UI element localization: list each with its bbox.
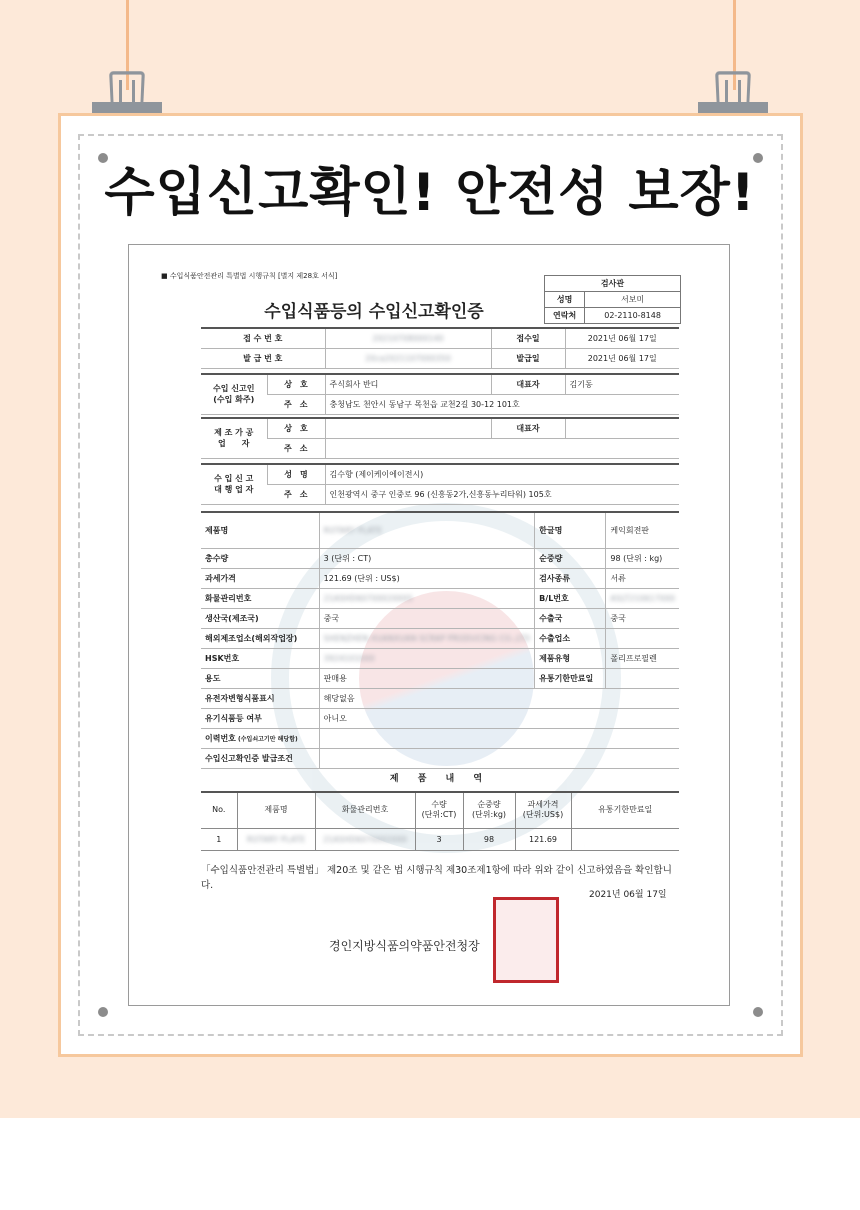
certificate-date: 2021년 06월 17일 <box>589 890 667 900</box>
receipt-date: 2021년 06월 17일 <box>565 328 679 348</box>
product-field-label: 수출국 <box>535 608 606 628</box>
items-column-header: 과세가격 (단위:US$) <box>515 792 571 828</box>
product-field-value: 중국 <box>606 608 679 628</box>
agent-label: 수 입 신 고 대 행 업 자 <box>201 464 267 504</box>
product-field-label: 유기식품등 여부 <box>201 708 319 728</box>
receipt-date-label: 접수일 <box>491 328 565 348</box>
importer-addr-label: 주 소 <box>267 394 325 414</box>
product-field-value: 중국 <box>319 608 535 628</box>
product-field-value: 3 (단위 : CT) <box>319 548 535 568</box>
product-field-label: 총수량 <box>201 548 319 568</box>
product-field-label: 검사종류 <box>535 568 606 588</box>
items-product-name: ROTARY PLATE <box>237 828 315 850</box>
receipt-no: 20210708000140 <box>325 328 491 348</box>
agent-addr: 인천광역시 중구 인중로 96 (신흥동2가,신흥동누리타워) 105호 <box>325 484 679 504</box>
importer-addr: 충청남도 천안시 동남구 목천읍 교천2길 30-12 101호 <box>325 394 679 414</box>
inspector-box <box>544 275 681 324</box>
items-weight: 98 <box>463 828 515 850</box>
form-note: ■ 수입식품안전관리 특별법 시행규칙 [별지 제28호 서식] <box>161 272 338 280</box>
manufacturer-table <box>201 417 679 459</box>
items-column-header: 화물관리번호 <box>315 792 415 828</box>
import-certificate-document <box>128 244 730 1006</box>
product-field-label: 해외제조업소(해외작업장) <box>201 628 319 648</box>
items-column-header: 제품명 <box>237 792 315 828</box>
agent-addr-label: 주 소 <box>267 484 325 504</box>
certificate-title: 수입식품등의 수입신고확인증 <box>264 302 484 322</box>
product-field-label: HSK번호 <box>201 648 319 668</box>
receipt-no-label: 접 수 번 호 <box>201 328 325 348</box>
importer-name-label: 상 호 <box>267 374 325 394</box>
pin-icon <box>753 1007 763 1017</box>
product-field-value <box>319 748 679 768</box>
issuer-name: 경인지방식품의약품안전청장 <box>329 939 480 953</box>
issue-no: 20ca2021107000350 <box>325 348 491 368</box>
inspector-phone-label: 연락처 <box>545 308 585 324</box>
importer-table <box>201 373 679 415</box>
product-field-value: 21ASHD6070002000S <box>319 588 535 608</box>
product-field-value: 3924101000 <box>319 648 535 668</box>
items-header-row <box>201 792 679 828</box>
product-field-label: 생산국(제조국) <box>201 608 319 628</box>
product-field-label: 용도 <box>201 668 319 688</box>
product-row <box>201 568 679 588</box>
issue-date: 2021년 06월 17일 <box>565 348 679 368</box>
official-seal-icon <box>493 897 559 983</box>
issue-no-label: 발 급 번 호 <box>201 348 325 368</box>
manufacturer-label: 제 조 가 공 업 자 <box>201 418 267 458</box>
receipt-table <box>201 327 679 369</box>
items-expiry <box>571 828 679 850</box>
product-field-value: 98 (단위 : kg) <box>606 548 679 568</box>
issue-date-label: 발급일 <box>491 348 565 368</box>
items-title: 제 품 내 역 <box>389 774 491 784</box>
product-field-label: 한글명 <box>535 512 606 548</box>
manufacturer-name-label: 상 호 <box>267 418 325 438</box>
product-row <box>201 748 679 768</box>
product-row <box>201 588 679 608</box>
items-quantity: 3 <box>415 828 463 850</box>
product-field-value: 해당없음 <box>319 688 679 708</box>
inspector-phone: 02-2110-8148 <box>585 308 681 324</box>
product-field-value <box>606 668 679 688</box>
items-row <box>201 828 679 850</box>
product-field-value: ASLT210617000 <box>606 588 679 608</box>
product-table <box>201 511 679 769</box>
product-field-label: 수출업소 <box>535 628 606 648</box>
product-row <box>201 608 679 628</box>
importer-rep: 김기동 <box>565 374 679 394</box>
product-field-value: 케익회전판 <box>606 512 679 548</box>
product-row <box>201 728 679 748</box>
manufacturer-addr <box>325 438 679 458</box>
product-field-value: 서류 <box>606 568 679 588</box>
product-row <box>201 648 679 668</box>
product-row <box>201 548 679 568</box>
items-column-header: 수량 (단위:CT) <box>415 792 463 828</box>
items-price: 121.69 <box>515 828 571 850</box>
items-column-header: 순중량 (단위:kg) <box>463 792 515 828</box>
product-field-label: 유통기한만료일 <box>535 668 606 688</box>
product-row <box>201 668 679 688</box>
inspector-header: 검사관 <box>545 276 681 292</box>
importer-label: 수입 신고인 (수입 화주) <box>201 374 267 414</box>
product-field-label: 순중량 <box>535 548 606 568</box>
product-field-label: 유전자변형식품표시 <box>201 688 319 708</box>
headline: 수입신고확인! 안전성 보장! <box>104 163 756 223</box>
product-field-label: 제품유형 <box>535 648 606 668</box>
pin-icon <box>98 1007 108 1017</box>
inspector-name-label: 성명 <box>545 292 585 308</box>
product-field-note: (수입쇠고기만 해당함) <box>235 735 298 743</box>
manufacturer-rep-label: 대표자 <box>491 418 565 438</box>
items-column-header: 유통기한만료일 <box>571 792 679 828</box>
items-no: 1 <box>201 828 237 850</box>
product-field-label: 과세가격 <box>201 568 319 588</box>
product-row <box>201 688 679 708</box>
product-field-label: 이력번호 (수입쇠고기만 해당함) <box>201 728 319 748</box>
items-table <box>201 791 679 851</box>
product-field-value: 121.69 (단위 : US$) <box>319 568 535 588</box>
product-field-value: SHENZHEN XUANXUAN SCRAP PRODUCING CO.,LTD <box>319 628 535 648</box>
manufacturer-name <box>325 418 491 438</box>
items-cargo-no: 21ASHD6070002000 <box>315 828 415 850</box>
product-row <box>201 708 679 728</box>
product-field-value <box>319 728 679 748</box>
agent-table <box>201 463 679 505</box>
agent-name-label: 성 명 <box>267 464 325 484</box>
manufacturer-addr-label: 주 소 <box>267 438 325 458</box>
agent-name: 김수향 (제이케이에이전시) <box>325 464 679 484</box>
product-field-label: 제품명 <box>201 512 319 548</box>
confirmation-statement: 「수입식품안전관리 특별법」 제20조 및 같은 법 시행규칙 제30조제1항에 따라 위와 같이 신고하였음을 확인합니다. <box>201 865 672 891</box>
product-field-value <box>606 628 679 648</box>
importer-name: 주식회사 반디 <box>325 374 491 394</box>
items-column-header: No. <box>201 792 237 828</box>
product-row <box>201 512 679 548</box>
manufacturer-rep <box>565 418 679 438</box>
product-row <box>201 628 679 648</box>
product-field-value: 판매용 <box>319 668 535 688</box>
product-field-label: 수입신고확인증 발급조건 <box>201 748 319 768</box>
product-field-label: B/L번호 <box>535 588 606 608</box>
product-field-value: 아니오 <box>319 708 679 728</box>
product-field-value: 폴리프로필렌 <box>606 648 679 668</box>
inspector-name: 서보미 <box>585 292 681 308</box>
product-field-value: ROTARY PLATE <box>319 512 535 548</box>
product-field-label: 화물관리번호 <box>201 588 319 608</box>
importer-rep-label: 대표자 <box>491 374 565 394</box>
